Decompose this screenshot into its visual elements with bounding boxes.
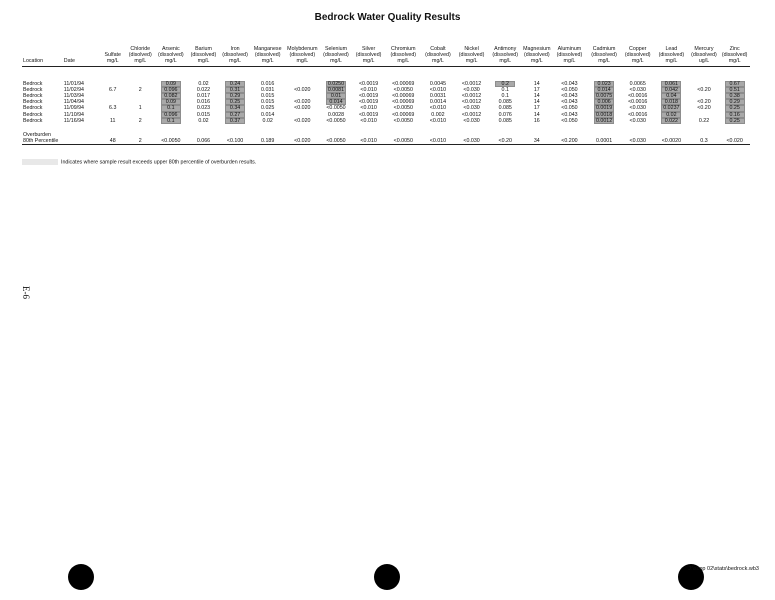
cell-value: <0.043 xyxy=(561,99,578,106)
cell-value: <0.030 xyxy=(629,86,646,93)
cell-value: <0.0019 xyxy=(358,93,379,100)
column-header xyxy=(352,46,385,66)
column-header-line: Chromium xyxy=(391,46,416,52)
cell-value: <0.030 xyxy=(629,117,646,124)
highlighted-cell-value: 0.061 xyxy=(661,81,681,87)
cell-value: 14 xyxy=(533,93,540,100)
cell-value: <0.0012 xyxy=(461,99,482,106)
column-header-line: mg/L xyxy=(164,58,177,65)
highlighted-cell-value: 0.1 xyxy=(161,105,181,111)
highlighted-cell-value: 0.023 xyxy=(594,81,614,87)
column-header-line: (dissolved) xyxy=(624,52,651,59)
highlighted-cell-value: 0.27 xyxy=(225,112,245,118)
cell-value: 17 xyxy=(533,86,540,93)
highlighted-cell-value: 0.0018 xyxy=(595,111,613,118)
table-cell: 0.3 xyxy=(689,138,720,145)
cell-value: 0.1 xyxy=(501,93,509,100)
column-header xyxy=(522,46,553,66)
cell-value: Bedrock xyxy=(23,93,43,100)
cell-value: <0.0019 xyxy=(358,111,379,118)
column-header-line: mg/L xyxy=(563,58,576,65)
column-header xyxy=(320,46,353,66)
column-header-line: mg/L xyxy=(106,58,119,65)
table-header xyxy=(22,46,750,66)
column-header-line: Lead xyxy=(665,46,678,52)
column-header-line: Mercury xyxy=(694,46,714,52)
cell-value: Bedrock xyxy=(23,117,43,124)
cell-value: 0.016 xyxy=(196,99,211,106)
highlighted-cell-value: 0.24 xyxy=(225,81,245,87)
table-cell: <0.0050 xyxy=(155,138,188,145)
column-header-line: Nickel xyxy=(464,46,479,52)
highlighted-cell-value: 0.04 xyxy=(661,93,681,99)
column-header xyxy=(689,46,720,66)
column-header-line: (dissolved) xyxy=(190,52,217,59)
cell-value: 11/02/94 xyxy=(63,86,85,93)
cell-value: <0.0050 xyxy=(326,105,346,112)
column-header-line: mg/L xyxy=(397,58,410,65)
highlighted-cell-value: 0.0012 xyxy=(595,117,613,124)
column-header-line: mg/L xyxy=(499,58,512,65)
cell-value: <0.0050 xyxy=(393,86,413,93)
column-header-line: Location xyxy=(23,58,44,65)
highlighted-cell-value: 0.2 xyxy=(495,81,515,87)
cell-value: 0.015 xyxy=(261,99,275,106)
highlighted-cell-value: 0.022 xyxy=(661,118,681,124)
column-header-line: Zinc xyxy=(729,46,740,52)
column-header-line: Selenium xyxy=(324,46,348,52)
column-header-line: (dissolved) xyxy=(222,52,248,59)
cell-value: <0.010 xyxy=(360,86,377,93)
cell-value: 17 xyxy=(533,105,540,112)
cell-value: <0.0016 xyxy=(628,99,648,106)
column-header-line: (dissolved) xyxy=(658,52,685,59)
highlighted-cell-value: 0.0237 xyxy=(663,105,680,112)
cell-value: 0.076 xyxy=(498,111,512,118)
highlighted-cell-value: 0.31 xyxy=(225,87,245,93)
cell-value: 11/09/94 xyxy=(63,105,85,112)
highlighted-cell-value: 0.0250 xyxy=(327,80,345,87)
overburden-label: Overburden xyxy=(23,132,51,139)
highlighted-cell-value: 0.25 xyxy=(225,99,245,105)
cell-value: <0.0019 xyxy=(358,99,379,106)
column-header xyxy=(552,46,587,66)
column-header-line: (dissolved) xyxy=(556,52,583,59)
highlighted-cell-value: 0.1 xyxy=(161,118,181,124)
table-body xyxy=(22,66,750,145)
cell-value: Bedrock xyxy=(23,99,43,106)
water-quality-table xyxy=(22,46,750,145)
column-header-line: mg/L xyxy=(432,58,444,65)
column-header-line: (disolved) xyxy=(128,52,152,59)
table-cell: 48 xyxy=(99,138,126,145)
highlighted-cell-value: 0.25 xyxy=(725,105,745,111)
column-header-line: mg/L xyxy=(296,58,309,65)
column-header-line: Chloride xyxy=(130,46,151,52)
highlighted-cell-value: 0.014 xyxy=(594,87,614,93)
table-cell: <0.0050 xyxy=(385,138,422,145)
cell-value: 11/10/94 xyxy=(63,111,85,118)
column-header xyxy=(587,46,622,66)
table-cell: 2 xyxy=(126,138,155,145)
cell-value: <0.00069 xyxy=(392,111,415,118)
overburden-percentile-row xyxy=(22,138,750,145)
cell-value: 2 xyxy=(138,117,142,124)
cell-value: <0.0016 xyxy=(628,111,648,118)
cell-value: <0.030 xyxy=(463,117,480,124)
cell-value: <0.010 xyxy=(360,105,377,112)
cell-value: <0.043 xyxy=(561,93,578,100)
cell-value: Bedrock xyxy=(23,105,43,112)
cell-value: 0.02 xyxy=(198,117,209,124)
cell-value: 14 xyxy=(533,99,540,106)
table-cell: <0.010 xyxy=(422,138,455,145)
column-header-line: Barium xyxy=(195,46,212,52)
table-cell: <0.030 xyxy=(454,138,489,145)
column-header xyxy=(187,46,220,66)
column-header-line: mg/L xyxy=(465,58,478,65)
highlighted-cell-value: 0.25 xyxy=(725,118,745,124)
percentile-label: 80th Percentile xyxy=(22,138,99,145)
cell-value: 6.7 xyxy=(109,86,117,93)
cell-value: 0.0031 xyxy=(429,93,447,100)
table-cell: <0.020 xyxy=(719,138,750,145)
punch-hole xyxy=(68,564,94,590)
cell-value: <0.010 xyxy=(429,117,447,124)
cell-value: 0.0028 xyxy=(327,111,345,118)
table-cell: <0.100 xyxy=(220,138,251,145)
cell-value: 14 xyxy=(533,111,540,118)
cell-value: 0.014 xyxy=(261,111,275,118)
column-header-line: mg/L xyxy=(229,58,241,65)
column-header xyxy=(422,46,455,66)
cell-value: 14 xyxy=(533,80,540,87)
highlighted-cell-value: 0.018 xyxy=(661,99,681,105)
cell-value: <0.030 xyxy=(463,86,480,93)
column-header-line: Manganese xyxy=(253,46,282,52)
highlighted-cell-value: 0.09 xyxy=(161,99,181,105)
cell-value: <0.0050 xyxy=(393,105,413,112)
column-header xyxy=(126,46,155,66)
cell-value: <0.020 xyxy=(294,99,311,106)
column-header-line: Copper xyxy=(629,46,647,52)
cell-value: <0.050 xyxy=(561,117,578,124)
cell-value: 2 xyxy=(138,86,142,93)
column-header-line: Iron xyxy=(230,46,240,52)
cell-value: 0.085 xyxy=(498,117,512,124)
column-header-line: (dissolved) xyxy=(721,52,748,59)
cell-value: <0.050 xyxy=(561,86,578,93)
cell-value: 16 xyxy=(533,117,540,124)
cell-value: 1 xyxy=(138,105,142,112)
cell-value: 11/01/94 xyxy=(63,80,85,87)
column-header xyxy=(454,46,489,66)
cell-value: 0.02 xyxy=(262,117,273,124)
cell-value: <0.010 xyxy=(429,105,447,112)
column-header-line: Cadmium xyxy=(592,46,616,52)
column-header-line: mg/L xyxy=(530,58,543,65)
cell-value: 0.0065 xyxy=(629,80,646,87)
column-header-line: Cobalt xyxy=(430,46,446,52)
highlighted-cell-value: 0.67 xyxy=(725,81,745,87)
cell-value: <0.0050 xyxy=(326,117,346,124)
highlighted-cell-value: 0.006 xyxy=(594,99,614,105)
cell-value: <0.0019 xyxy=(358,80,379,87)
column-header xyxy=(63,46,100,66)
table-cell: <0.010 xyxy=(352,138,385,145)
column-header-line: Antimony xyxy=(494,46,517,52)
cell-value: <0.20 xyxy=(697,105,711,112)
cell-value: <0.0016 xyxy=(628,93,648,100)
column-header-line: ug/L xyxy=(698,58,710,65)
cell-value: 6.3 xyxy=(109,105,117,112)
column-header xyxy=(250,46,285,66)
column-header xyxy=(155,46,188,66)
column-header xyxy=(99,46,126,66)
column-header xyxy=(285,46,320,66)
highlighted-cell-value: 0.02 xyxy=(661,112,681,118)
highlighted-cell-value: 0.096 xyxy=(161,112,181,118)
cell-value: 0.023 xyxy=(196,105,211,112)
highlighted-cell-value: 0.042 xyxy=(661,87,681,93)
cell-value: 0.031 xyxy=(261,86,275,93)
legend xyxy=(22,159,256,165)
column-header-line: (dissolved) xyxy=(323,52,349,59)
cell-value: 0.002 xyxy=(431,111,445,118)
highlighted-cell-value: 0.0075 xyxy=(595,93,613,100)
cell-value: 0.015 xyxy=(196,111,211,118)
cell-value: <0.020 xyxy=(294,105,311,112)
cell-value: <0.020 xyxy=(294,86,311,93)
highlighted-cell-value: 0.29 xyxy=(725,99,745,105)
highlighted-cell-value: 0.51 xyxy=(725,87,745,93)
table-cell: 0.066 xyxy=(187,138,220,145)
table-cell: 34 xyxy=(522,138,553,145)
cell-value: <0.050 xyxy=(561,105,578,112)
cell-value: 0.085 xyxy=(498,99,512,106)
cell-value: 0.025 xyxy=(261,105,275,112)
cell-value: <0.030 xyxy=(629,105,646,112)
cell-value: <0.043 xyxy=(561,111,578,118)
highlighted-cell-value: 0.0081 xyxy=(327,86,345,93)
file-path: J:\scop 02\stats\bedrock.wb3 xyxy=(688,566,759,572)
column-header-line: (dissolved) xyxy=(254,52,281,59)
column-header xyxy=(220,46,251,66)
cell-value: <0.00069 xyxy=(392,93,415,100)
cell-value: <0.0012 xyxy=(461,93,482,100)
cell-value: <0.20 xyxy=(697,99,711,106)
cell-value: 11/16/94 xyxy=(63,117,85,124)
highlighted-cell-value: 0.34 xyxy=(225,105,245,111)
column-header-line: mg/L xyxy=(665,58,678,65)
cell-value: 11/04/94 xyxy=(63,99,85,106)
highlighted-cell-value: 0.01 xyxy=(326,93,346,99)
column-header-line: Date xyxy=(63,58,75,65)
cell-value: 0.085 xyxy=(498,105,512,112)
cell-value: <0.010 xyxy=(360,117,377,124)
column-header-line: Magnesium xyxy=(523,46,551,52)
cell-value: <0.0050 xyxy=(393,117,413,124)
column-header-line: (dissolved) xyxy=(691,52,717,59)
table-cell: <0.0050 xyxy=(320,138,353,145)
highlighted-cell-value: 0.0019 xyxy=(595,105,613,112)
table-cell: 0.189 xyxy=(250,138,285,145)
column-header-line: Sulfate xyxy=(104,52,121,59)
table-cell: <0.020 xyxy=(285,138,320,145)
highlighted-cell-value: 0.082 xyxy=(161,93,181,99)
highlighted-cell-value: 0.16 xyxy=(725,112,745,118)
column-header xyxy=(22,46,63,66)
column-header-line: (dissolved) xyxy=(458,52,485,59)
legend-swatch xyxy=(22,159,58,165)
cell-value: 0.017 xyxy=(196,93,211,100)
column-header-line: (dissolved) xyxy=(591,52,617,59)
cell-value: 0.0014 xyxy=(429,99,447,106)
cell-value: <0.00069 xyxy=(392,80,415,87)
highlighted-cell-value: 0.014 xyxy=(326,99,346,105)
cell-value: Bedrock xyxy=(23,86,43,93)
page-number: E-6 xyxy=(21,286,31,299)
cell-value: 0.1 xyxy=(501,86,509,93)
cell-value: 0.02 xyxy=(198,80,209,87)
column-header xyxy=(654,46,689,66)
highlighted-cell-value: 0.29 xyxy=(225,93,245,99)
column-header-line: mg/L xyxy=(134,58,147,65)
cell-value: 0.22 xyxy=(698,117,710,124)
cell-value: <0.0012 xyxy=(461,111,482,118)
column-header-line: Molybdenum xyxy=(287,46,318,52)
cell-value: 11 xyxy=(109,117,116,124)
cell-value: <0.020 xyxy=(294,117,311,124)
cell-value: 0.022 xyxy=(196,86,211,93)
cell-value: Bedrock xyxy=(23,80,43,87)
highlighted-cell-value: 0.38 xyxy=(725,93,745,99)
table-cell: <0.030 xyxy=(621,138,654,145)
column-header-line: (dissolved) xyxy=(355,52,382,59)
column-header-line: mg/L xyxy=(330,58,342,65)
column-header xyxy=(385,46,422,66)
column-header-line: mg/L xyxy=(598,58,610,65)
column-header xyxy=(489,46,522,66)
column-header xyxy=(719,46,750,66)
column-header-line: Silver xyxy=(361,46,376,52)
punch-hole xyxy=(374,564,400,590)
column-header-line: Arsenic xyxy=(162,46,180,52)
column-header-line: mg/L xyxy=(631,58,644,65)
highlighted-cell-value: 0.37 xyxy=(225,118,245,124)
table-cell: 0.0001 xyxy=(587,138,622,145)
column-header-line: mg/L xyxy=(197,58,210,65)
highlighted-cell-value: 0.096 xyxy=(161,87,181,93)
cell-value: 0.016 xyxy=(261,80,275,87)
table-cell: <0.20 xyxy=(489,138,522,145)
cell-value: 11/03/94 xyxy=(63,93,85,100)
column-header-line: (dissolved) xyxy=(390,52,417,59)
cell-value: <0.043 xyxy=(561,80,578,87)
column-header-line: (dissolved) xyxy=(425,52,451,59)
cell-value: <0.00069 xyxy=(392,99,415,106)
legend-text: Indicates where sample result exceeds upper 80th percentile of overburden results. xyxy=(61,159,257,166)
cell-value: <0.030 xyxy=(463,105,480,112)
column-header-line: (dissolved) xyxy=(524,52,550,59)
column-header-line: (dissolved) xyxy=(492,52,519,59)
cell-value: <0.0012 xyxy=(461,80,482,87)
column-header-line: mg/L xyxy=(728,58,741,65)
column-header-line: mg/L xyxy=(362,58,375,65)
column-header-line: (dissolved) xyxy=(289,52,316,59)
page-title: Bedrock Water Quality Results xyxy=(314,12,461,23)
cell-value: <0.010 xyxy=(429,86,447,93)
cell-value: <0.20 xyxy=(697,86,711,93)
cell-value: 0.015 xyxy=(261,93,275,100)
highlighted-cell-value: 0.09 xyxy=(161,81,181,87)
column-header xyxy=(621,46,654,66)
column-header-line: (dissolved) xyxy=(158,52,184,59)
column-header-line: mg/L xyxy=(261,58,274,65)
column-header-line: Aluminum xyxy=(557,46,582,52)
cell-value: 0.0045 xyxy=(429,80,447,87)
cell-value: Bedrock xyxy=(23,111,43,118)
table-cell: <0.0020 xyxy=(654,138,689,145)
table-cell: <0.200 xyxy=(552,138,587,145)
